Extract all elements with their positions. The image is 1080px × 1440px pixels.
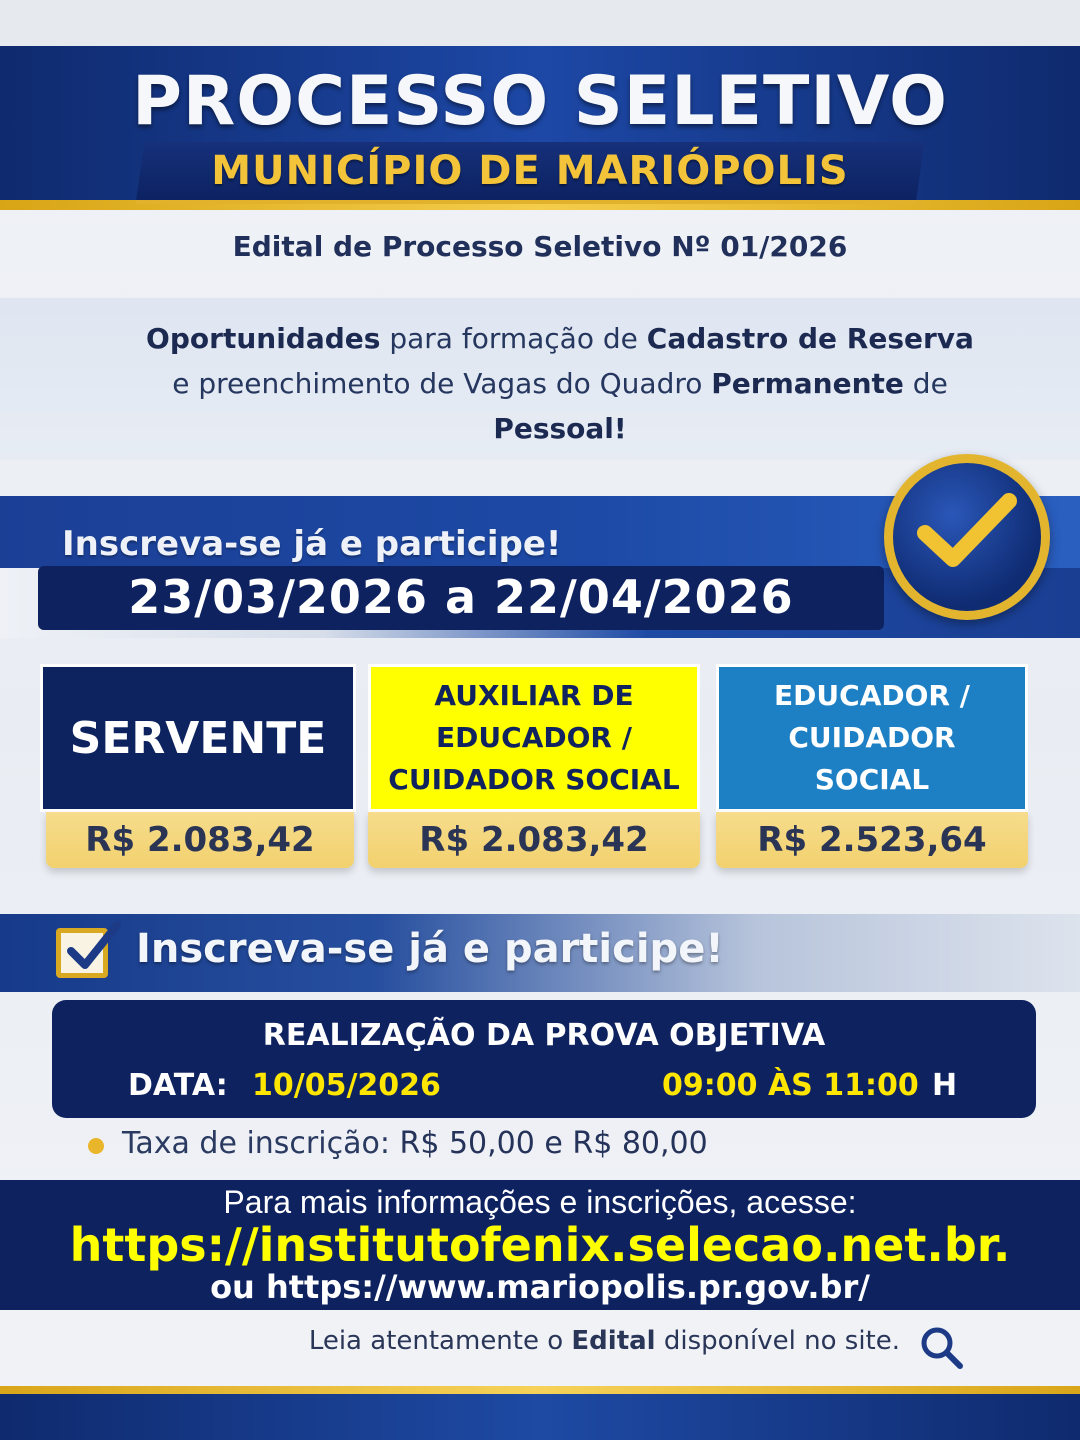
- opp-word-pessoal: Pessoal!: [493, 412, 627, 445]
- opp-word-oportunidades: Oportunidades: [146, 322, 381, 355]
- job-salary: R$ 2.083,42: [46, 812, 354, 868]
- job-salary: R$ 2.523,64: [716, 812, 1028, 868]
- edital-number: Edital de Processo Seletivo Nº 01/2026: [232, 230, 848, 263]
- job-title: EDUCADOR / CUIDADOR SOCIAL: [774, 679, 970, 796]
- opp-text-3: de: [903, 367, 948, 400]
- footer-word-edital: Edital: [571, 1326, 656, 1356]
- job-salary: R$ 2.083,42: [368, 812, 700, 868]
- search-icon: [918, 1324, 966, 1376]
- registration-date-range: 23/03/2026 a 22/04/2026: [128, 570, 794, 624]
- fee-bullet: [88, 1138, 104, 1154]
- info-link-institutofenix[interactable]: https://institutofenix.selecao.net.br.: [69, 1218, 1011, 1272]
- page-subtitle: MUNICÍPIO DE MARIÓPOLIS: [211, 148, 849, 194]
- fee-text: [122, 1126, 708, 1161]
- exam-title: REALIZAÇÃO DA PROVA OBJETIVA: [262, 1018, 826, 1053]
- job-card-educador: [716, 664, 1028, 812]
- registration-invite: Inscreva-se já e participe!: [62, 524, 562, 564]
- page-title: PROCESSO SELETIVO: [132, 62, 948, 141]
- footer-text-1: Leia atentamente o: [308, 1326, 572, 1356]
- opportunity-text: [110, 316, 1010, 451]
- fee-label: Taxa de inscrição:: [122, 1126, 400, 1161]
- info-link-mariopolis[interactable]: ou https://www.mariopolis.pr.gov.br/: [210, 1268, 870, 1306]
- footer-gold-stripe: [0, 1386, 1080, 1394]
- top-strip: [0, 0, 1080, 46]
- footer-band: [0, 1394, 1080, 1440]
- job-card-auxiliar-educador: [368, 664, 700, 812]
- checkbox-icon: [56, 928, 108, 978]
- footer-text-2: disponível no site.: [655, 1326, 900, 1356]
- exam-date: 10/05/2026: [252, 1068, 441, 1103]
- check-circle-icon: [884, 454, 1050, 620]
- exam-date-label: DATA:: [128, 1068, 228, 1103]
- opp-word-cadastro: Cadastro de Reserva: [646, 322, 974, 355]
- job-title: AUXILIAR DE EDUCADOR / CUIDADOR SOCIAL: [388, 679, 680, 796]
- job-card-servente: [40, 664, 356, 812]
- exam-time: 09:00 ÀS 11:00: [662, 1068, 919, 1103]
- info-line: Para mais informações e inscrições, acesse:: [223, 1184, 857, 1220]
- exam-time-suffix: H: [932, 1068, 958, 1103]
- opp-text-1: para formação de: [380, 322, 647, 355]
- opp-text-2: e preenchimento de Vagas do Quadro: [172, 367, 712, 400]
- footer-text: [0, 1326, 900, 1356]
- job-title: SERVENTE: [69, 712, 327, 764]
- invite-text: Inscreva-se já e participe!: [136, 926, 724, 972]
- fee-value: R$ 50,00 e R$ 80,00: [399, 1126, 708, 1161]
- opp-word-permanente: Permanente: [711, 367, 904, 400]
